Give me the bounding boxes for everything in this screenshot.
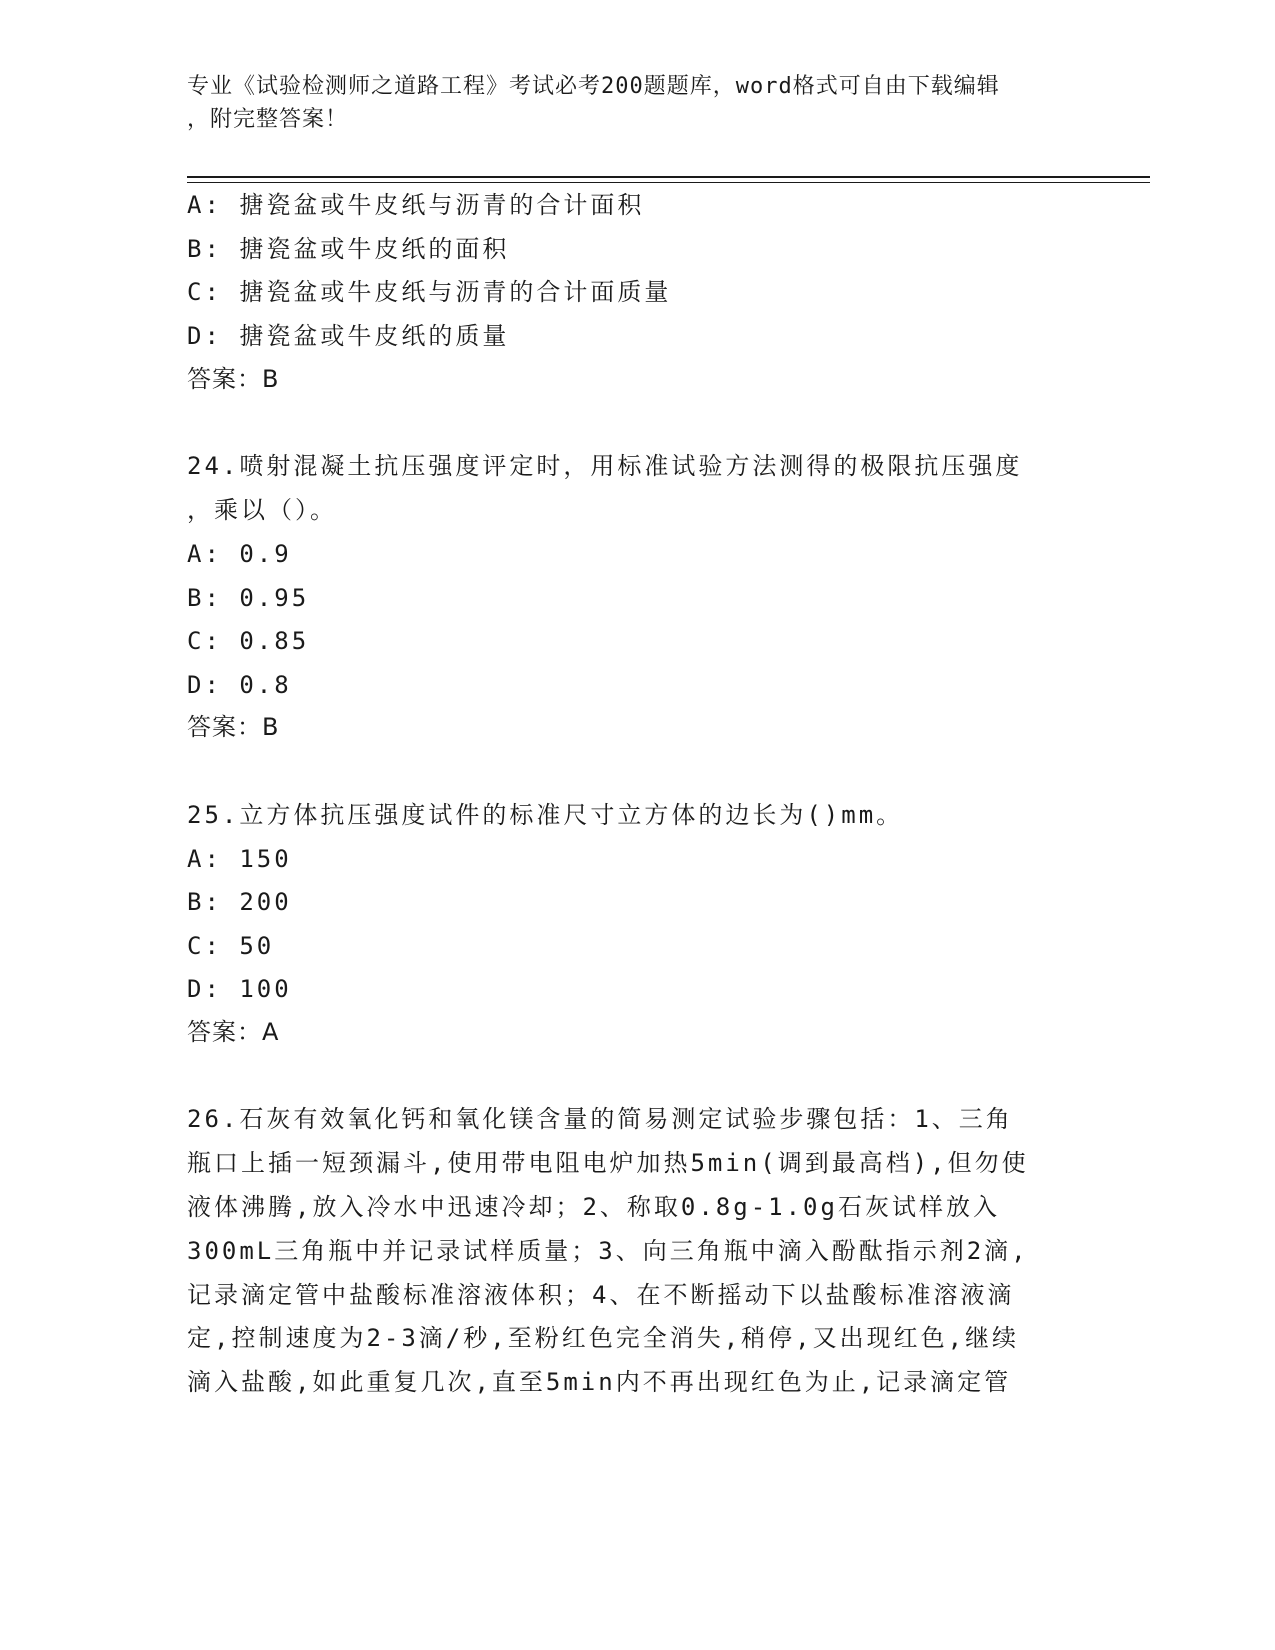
q26-stem-line-3: 液体沸腾,放入冷水中迅速冷却；2、称取0.8g-1.0g石灰试样放入 bbox=[187, 1193, 1000, 1221]
q26-stem-line-4: 300mL三角瓶中并记录试样质量；3、向三角瓶中滴入酚酞指示剂2滴, bbox=[187, 1237, 1029, 1265]
q25-option-d: D: 100 bbox=[187, 975, 292, 1003]
q26-stem-line-2: 瓶口上插一短颈漏斗,使用带电阻电炉加热5min(调到最高档),但勿使 bbox=[187, 1149, 1029, 1177]
q23-option-a: A: 搪瓷盆或牛皮纸与沥青的合计面积 bbox=[187, 191, 645, 219]
q24-stem-line-2: ，乘以（）。 bbox=[187, 496, 337, 524]
q26-stem-line-7: 滴入盐酸,如此重复几次,直至5min内不再出现红色为止,记录滴定管 bbox=[187, 1368, 1012, 1396]
q25-option-a: A: 150 bbox=[187, 845, 292, 873]
q26-stem-line-6: 定,控制速度为2-3滴/秒,至粉红色完全消失,稍停,又出现红色,继续 bbox=[187, 1324, 1020, 1352]
header-divider-thick bbox=[187, 176, 1150, 178]
q23-option-c: C: 搪瓷盆或牛皮纸与沥青的合计面质量 bbox=[187, 278, 672, 306]
q23-answer: 答案：B bbox=[187, 365, 280, 393]
q25-stem: 25.立方体抗压强度试件的标准尺寸立方体的边长为()mm。 bbox=[187, 801, 904, 829]
q25-option-b: B: 200 bbox=[187, 888, 292, 916]
q24-option-d: D: 0.8 bbox=[187, 671, 292, 699]
q26-stem-line-5: 记录滴定管中盐酸标准溶液体积；4、在不断摇动下以盐酸标准溶液滴 bbox=[187, 1281, 1015, 1309]
q24-option-a: A: 0.9 bbox=[187, 540, 292, 568]
title-line-2: ，附完整答案！ bbox=[187, 107, 349, 132]
q23-option-b: B: 搪瓷盆或牛皮纸的面积 bbox=[187, 235, 510, 263]
q26-stem-line-1: 26.石灰有效氧化钙和氧化镁含量的简易测定试验步骤包括：1、三角 bbox=[187, 1105, 1013, 1133]
document-title bbox=[187, 70, 1087, 136]
q24-stem-line-1: 24.喷射混凝土抗压强度评定时，用标准试验方法测得的极限抗压强度 bbox=[187, 452, 1023, 480]
header-divider-thin bbox=[187, 182, 1150, 183]
q24-answer: 答案：B bbox=[187, 713, 280, 741]
q24-option-b: B: 0.95 bbox=[187, 584, 310, 612]
q24-option-c: C: 0.85 bbox=[187, 627, 310, 655]
q25-option-c: C: 50 bbox=[187, 932, 275, 960]
q23-option-d: D: 搪瓷盆或牛皮纸的质量 bbox=[187, 322, 510, 350]
title-line-1: 专业《试验检测师之道路工程》考试必考200题题库，word格式可自由下载编辑 bbox=[187, 74, 1000, 99]
q25-answer: 答案：A bbox=[187, 1018, 280, 1046]
